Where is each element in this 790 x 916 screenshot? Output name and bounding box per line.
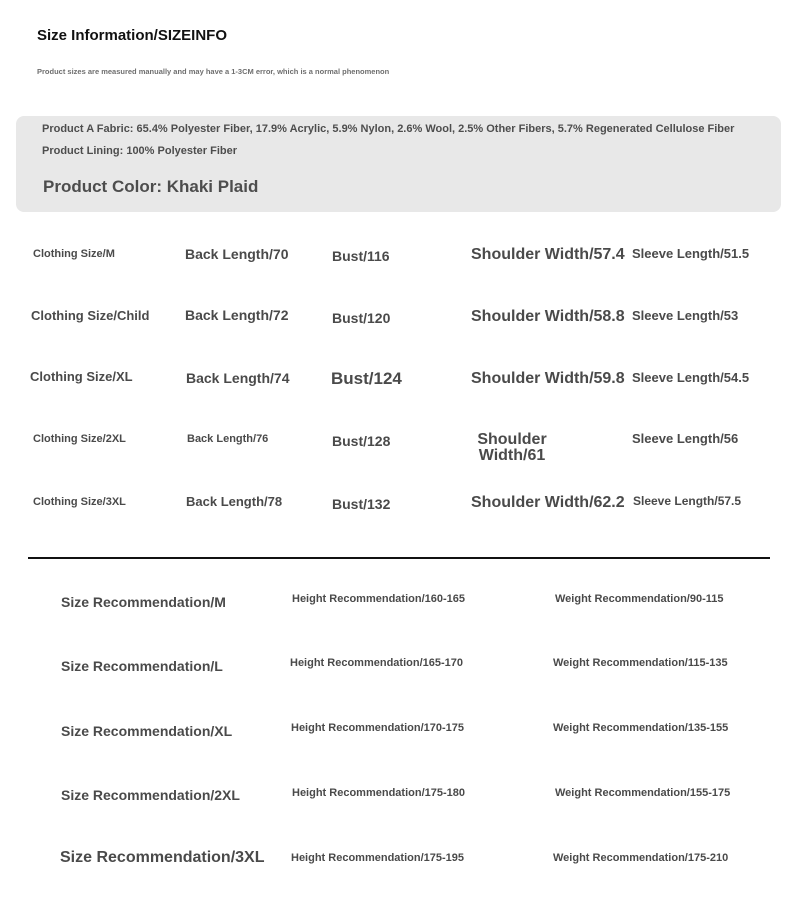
bust-cell: Bust/132 [332,496,391,512]
measurement-note: Product sizes are measured manually and may have a 1-3CM error, which is a normal phenomenon [37,67,390,76]
bust-cell: Bust/116 [332,248,390,264]
sleeve-length-cell: Sleeve Length/51.5 [632,246,750,261]
sleeve-length-cell: Sleeve Length/56 [632,431,739,446]
sleeve-length-cell: Sleeve Length/53 [632,308,739,323]
weight-recommendation-cell: Weight Recommendation/135-155 [553,722,729,734]
shoulder-width-cell: Shoulder Width/62.2 [471,494,625,511]
height-recommendation-cell: Height Recommendation/175-195 [291,852,464,864]
size-recommendation-cell: Size Recommendation/XL [61,723,233,739]
bust-cell: Bust/124 [331,369,402,388]
section-divider [28,557,770,559]
product-lining: Product Lining: 100% Polyester Fiber [42,145,237,157]
back-length-cell: Back Length/78 [186,494,283,509]
page-title: Size Information/SIZEINFO [37,27,228,44]
product-info-box [16,116,781,212]
sleeve-length-cell: Sleeve Length/57.5 [633,494,742,508]
size-recommendation-cell: Size Recommendation/2XL [61,787,240,803]
size-cell: Clothing Size/Child [31,308,150,323]
back-length-cell: Back Length/76 [187,433,269,445]
weight-recommendation-cell: Weight Recommendation/115-135 [553,657,728,669]
height-recommendation-cell: Height Recommendation/165-170 [290,657,463,669]
size-cell: Clothing Size/3XL [33,496,126,508]
product-fabric: Product A Fabric: 65.4% Polyester Fiber, 17.9% Acrylic, 5.9% Nylon, 2.6% Wool, 2.5% Other Fibers, 5.7% Regenerated Cellulose Fiber [42,123,735,135]
size-cell: Clothing Size/M [33,248,115,260]
product-color: Product Color: Khaki Plaid [43,177,259,196]
weight-recommendation-cell: Weight Recommendation/175-210 [553,852,729,864]
size-cell: Clothing Size/2XL [33,433,126,445]
weight-recommendation-cell: Weight Recommendation/90-115 [555,593,724,605]
size-cell: Clothing Size/XL [30,369,133,384]
height-recommendation-cell: Height Recommendation/170-175 [291,722,464,734]
back-length-cell: Back Length/74 [186,370,290,386]
sleeve-length-cell: Sleeve Length/54.5 [632,370,750,385]
bust-cell: Bust/128 [332,433,391,449]
size-recommendation-cell: Size Recommendation/3XL [60,849,265,866]
height-recommendation-cell: Height Recommendation/175-180 [292,787,465,799]
back-length-cell: Back Length/72 [185,307,289,323]
shoulder-width-cell: Shoulder Width/61 [477,431,547,464]
weight-recommendation-cell: Weight Recommendation/155-175 [555,787,731,799]
height-recommendation-cell: Height Recommendation/160-165 [292,593,465,605]
bust-cell: Bust/120 [332,310,391,326]
shoulder-width-cell: Shoulder Width/58.8 [471,308,625,325]
size-recommendation-cell: Size Recommendation/L [61,658,223,674]
size-recommendation-cell: Size Recommendation/M [61,594,226,610]
back-length-cell: Back Length/70 [185,246,289,262]
shoulder-width-cell: Shoulder Width/59.8 [471,370,625,387]
shoulder-width-cell: Shoulder Width/57.4 [471,246,625,263]
